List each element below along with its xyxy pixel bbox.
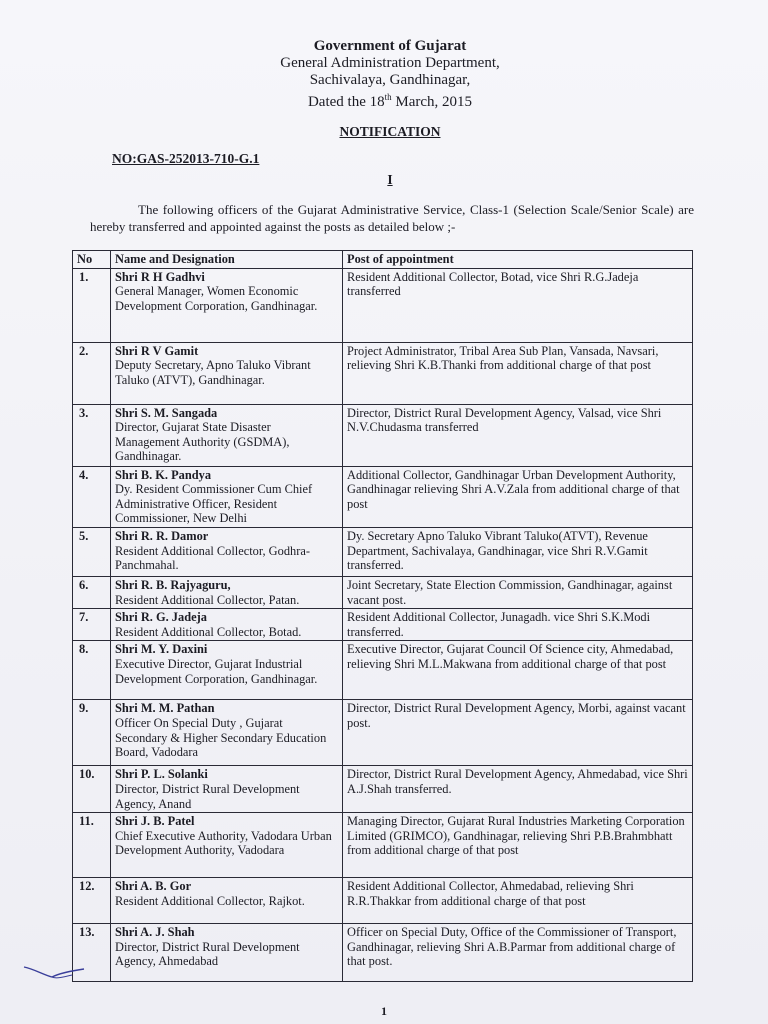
officer-name: Shri P. L. Solanki: [115, 767, 208, 782]
officer-name: Shri A. B. Gor: [115, 879, 192, 894]
post-of-appointment: Additional Collector, Gandhinagar Urban Development Authority, Gandhinagar relieving Shri A.V.Zala from additional charge of that post: [343, 466, 693, 527]
table-row: [73, 813, 693, 878]
row-number: 9.: [73, 700, 111, 766]
post-of-appointment: Dy. Secretary Apno Taluko Vibrant Taluko(ATVT), Revenue Department, Sachivalaya, Gandhinagar, vice Shri R.V.Gamit transferred.: [343, 527, 693, 576]
post-of-appointment: Officer on Special Duty, Office of the Commissioner of Transport, Gandhinagar, relieving Shri A.B.Parmar from additional charge of that post.: [343, 924, 693, 982]
officer-cell: [111, 527, 343, 576]
officer-designation: Dy. Resident Commissioner Cum Chief Administrative Officer, Resident Commissioner, New Delhi: [115, 482, 313, 526]
officer-cell: [111, 924, 343, 982]
officer-cell: [111, 813, 343, 878]
post-of-appointment: Resident Additional Collector, Ahmedabad, relieving Shri R.R.Thakkar from additional charge of that post: [343, 878, 693, 924]
table-body: [73, 268, 693, 982]
row-number: 1.: [73, 268, 111, 342]
officer-cell: [111, 641, 343, 700]
officer-designation: Director, Gujarat State Disaster Management Authority (GSDMA), Gandhinagar.: [115, 420, 290, 464]
post-of-appointment: Resident Additional Collector, Botad, vice Shri R.G.Jadeja transferred: [343, 268, 693, 342]
row-number: 12.: [73, 878, 111, 924]
table-header-row: [73, 251, 693, 269]
notification-title: NOTIFICATION: [339, 124, 441, 139]
row-number: 3.: [73, 404, 111, 466]
row-number: 11.: [73, 813, 111, 878]
post-of-appointment: Director, District Rural Development Agency, Valsad, vice Shri N.V.Chudasma transferred: [343, 404, 693, 466]
officer-cell: [111, 404, 343, 466]
row-number: 5.: [73, 527, 111, 576]
post-of-appointment: Resident Additional Collector, Junagadh. vice Shri S.K.Modi transferred.: [343, 609, 693, 641]
officer-designation: Resident Additional Collector, Rajkot.: [115, 893, 305, 908]
table-row: [73, 268, 693, 342]
officer-name: Shri R V Gamit: [115, 343, 199, 358]
table-row: [73, 700, 693, 766]
officer-cell: [111, 700, 343, 766]
table-row: [73, 404, 693, 466]
row-number: 2.: [73, 342, 111, 404]
post-of-appointment: Joint Secretary, State Election Commission, Gandhinagar, against vacant post.: [343, 576, 693, 608]
row-number: 13.: [73, 924, 111, 982]
intro-paragraph: The following officers of the Gujarat Administrative Service, Class-1 (Selection Scale/Senior Scale) are hereby transferred and appointed against the posts as detailed below ;-: [90, 202, 694, 234]
officer-designation: Director, District Rural Development Agency, Anand: [115, 781, 300, 811]
officer-cell: [111, 766, 343, 813]
officer-cell: [111, 342, 343, 404]
officer-name: Shri M. M. Pathan: [115, 701, 215, 716]
officer-designation: Executive Director, Gujarat Industrial Development Corporation, Gandhinagar.: [115, 656, 318, 686]
officer-cell: [111, 878, 343, 924]
officer-designation: Chief Executive Authority, Vadodara Urban Development Authority, Vadodara: [115, 828, 332, 858]
table-row: [73, 342, 693, 404]
row-number: 8.: [73, 641, 111, 700]
table-row: [73, 609, 693, 641]
transfer-table: [72, 250, 693, 982]
page-number: 1: [381, 1004, 387, 1018]
post-of-appointment: Executive Director, Gujarat Council Of Science city, Ahmedabad, relieving Shri M.L.Makwana from additional charge of that post: [343, 641, 693, 700]
column-header-no: No: [73, 251, 111, 269]
post-of-appointment: Managing Director, Gujarat Rural Industries Marketing Corporation Limited (GRIMCO), Gandhinagar, relieving Shri P.B.Brahmbhatt from additional charge of that post: [343, 813, 693, 878]
officer-designation: Director, District Rural Development Agency, Ahmedabad: [115, 939, 300, 969]
officer-designation: Officer On Special Duty , Gujarat Secondary & Higher Secondary Education Board, Vadodara: [115, 715, 327, 760]
row-number: 7.: [73, 609, 111, 641]
officer-name: Shri J. B. Patel: [115, 814, 195, 829]
officer-name: Shri R H Gadhvi: [115, 269, 205, 284]
table-row: [73, 766, 693, 813]
officer-designation: General Manager, Women Economic Development Corporation, Gandhinagar.: [115, 284, 318, 313]
officer-cell: [111, 609, 343, 641]
post-of-appointment: Project Administrator, Tribal Area Sub Plan, Vansada, Navsari, relieving Shri K.B.Thanki from additional charge of that post: [343, 342, 693, 404]
table-row: [73, 924, 693, 982]
officer-name: Shri M. Y. Daxini: [115, 642, 208, 657]
post-of-appointment: Director, District Rural Development Agency, Ahmedabad, vice Shri A.J.Shah transferred.: [343, 766, 693, 813]
officer-name: Shri B. K. Pandya: [115, 467, 212, 482]
row-number: 4.: [73, 466, 111, 527]
officer-name: Shri R. G. Jadeja: [115, 610, 207, 625]
row-number: 6.: [73, 576, 111, 608]
column-header-name: Name and Designation: [111, 251, 343, 269]
officer-cell: [111, 268, 343, 342]
officer-designation: Resident Additional Collector, Botad.: [115, 624, 302, 639]
office-address: Sachivalaya, Gandhinagar,: [309, 72, 471, 88]
row-number: 10.: [73, 766, 111, 813]
reference-number: NO:GAS-252013-710-G.1: [112, 151, 260, 166]
government-name: Government of Gujarat: [313, 38, 467, 54]
officer-designation: Resident Additional Collector, Patan.: [115, 592, 300, 607]
letterhead: [180, 38, 600, 111]
table-row: [73, 466, 693, 527]
officer-cell: [111, 576, 343, 608]
table-row: [73, 576, 693, 608]
officer-designation: Deputy Secretary, Apno Taluko Vibrant Taluko (ATVT), Gandhinagar.: [115, 358, 311, 387]
table-row: [73, 641, 693, 700]
officer-name: Shri S. M. Sangada: [115, 405, 218, 420]
officer-name: Shri R. R. Damor: [115, 528, 209, 543]
section-number: I: [387, 172, 393, 187]
officer-name: Shri A. J. Shah: [115, 925, 195, 940]
department-name: General Administration Department,: [280, 55, 500, 71]
table-row: [73, 878, 693, 924]
officer-cell: [111, 466, 343, 527]
initials-mark: [20, 955, 90, 985]
table-row: [73, 527, 693, 576]
post-of-appointment: Director, District Rural Development Agency, Morbi, against vacant post.: [343, 700, 693, 766]
issue-date: Dated the 18th March, 2015: [307, 92, 473, 110]
officer-name: Shri R. B. Rajyaguru,: [115, 577, 231, 592]
column-header-post: Post of appointment: [343, 251, 693, 269]
officer-designation: Resident Additional Collector, Godhra-Panchmahal.: [115, 543, 310, 573]
